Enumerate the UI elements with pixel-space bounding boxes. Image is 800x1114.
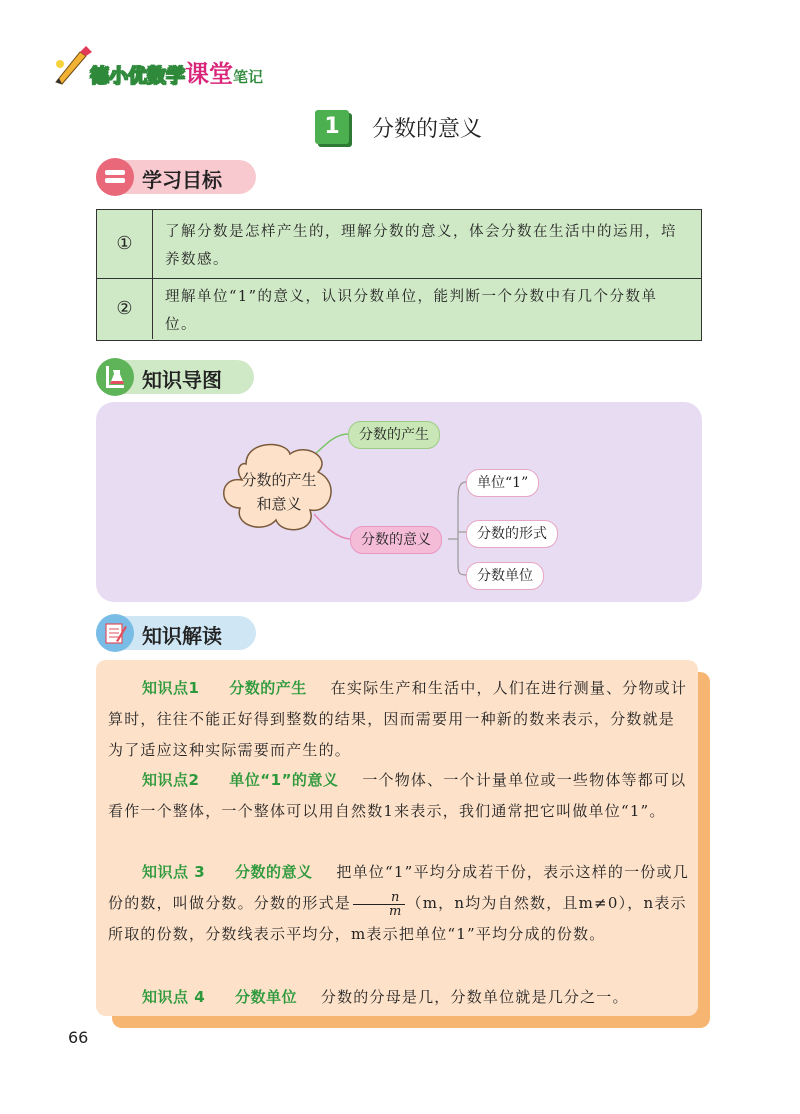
- notebook-icon: [96, 614, 134, 652]
- goal-text: 理解单位“1”的意义，认识分数单位，能判断一个分数中有几个分数单位。: [165, 289, 658, 333]
- kp-text-before: 把单位“1”平均分成若干份，表示这样的一份或几份的数，叫做分数。分数的形式是: [108, 863, 689, 912]
- root-line-2: 和意义: [256, 495, 302, 513]
- logo-text-notes: 笔记: [233, 68, 264, 86]
- kp-text: 在实际生产和生活中，人们在进行测量、分物或计算时，往往不能正好得到整数的结果，因而需要用一种新的数来表示，分数就是为了适应这种实际需要而产生的。: [108, 679, 688, 759]
- leaf-unit-one: 单位“1”: [466, 469, 539, 497]
- kp-title: 分数的产生: [229, 679, 307, 697]
- kp-title: 单位“1”的意义: [229, 771, 339, 789]
- kp-title: 分数单位: [235, 988, 298, 1006]
- goals-heading: [96, 160, 256, 194]
- brand-logo: [50, 42, 310, 90]
- logo-text-class: 课堂: [185, 60, 234, 88]
- logo-text-brand: 德小优数学: [90, 65, 186, 87]
- leaf-fraction-unit: 分数单位: [466, 562, 544, 590]
- map-heading-label: 知识导图: [142, 368, 222, 392]
- root-line-1: 分数的产生: [241, 471, 317, 489]
- fraction-n-over-m: [353, 891, 405, 918]
- knowledge-point-1: [108, 673, 690, 766]
- leaf-fraction-form: 分数的形式: [466, 520, 558, 548]
- fraction-numerator: n: [353, 891, 405, 905]
- mind-map: [96, 402, 702, 602]
- kp-text: 分数的分母是几，分数单位就是几分之一。: [320, 988, 629, 1006]
- branch-origin: 分数的产生: [348, 421, 440, 449]
- goal-text: 了解分数是怎样产生的，理解分数的意义，体会分数在生活中的运用，培养数感。: [165, 224, 677, 268]
- kp-label: 知识点1: [142, 679, 200, 697]
- kp-text: 一个物体、一个计量单位或一些物体等都可以看作一个整体，一个整体可以用自然数1来表示，我们通常把它叫做单位“1”。: [108, 771, 687, 820]
- goals-heading-label: 学习目标: [142, 168, 222, 192]
- flask-icon: [96, 358, 134, 396]
- fraction-denominator: m: [389, 903, 403, 919]
- pen-icon: [50, 42, 94, 86]
- logo-text: [90, 54, 263, 89]
- goal-row: [97, 279, 701, 339]
- knowledge-point-3: [108, 857, 690, 950]
- branch-meaning: 分数的意义: [350, 526, 442, 554]
- goal-row: [97, 210, 701, 279]
- reading-heading-label: 知识解读: [142, 624, 222, 648]
- map-heading: [96, 360, 254, 394]
- goals-table: [96, 209, 702, 341]
- mind-map-root: [224, 468, 334, 516]
- kp-title: 分数的意义: [235, 863, 313, 881]
- kp-label: 知识点 3: [142, 863, 206, 881]
- kp-label: 知识点2: [142, 771, 200, 789]
- goal-number: ①: [97, 210, 153, 278]
- page-number: 66: [68, 1028, 89, 1047]
- knowledge-point-2: [108, 765, 690, 827]
- reading-heading: [96, 616, 256, 650]
- section-number-badge: 1: [315, 110, 349, 144]
- kp-text-after: （m，n均为自然数，且m≠0），n表示所取的份数，分数线表示平均分，m表示把单位“1”平均分成的份数。: [108, 894, 687, 943]
- knowledge-point-4: [108, 982, 690, 1013]
- goal-number: ②: [97, 279, 153, 339]
- kp-label: 知识点 4: [142, 988, 206, 1006]
- book-icon: [96, 158, 134, 196]
- page-title: 分数的意义: [372, 117, 483, 142]
